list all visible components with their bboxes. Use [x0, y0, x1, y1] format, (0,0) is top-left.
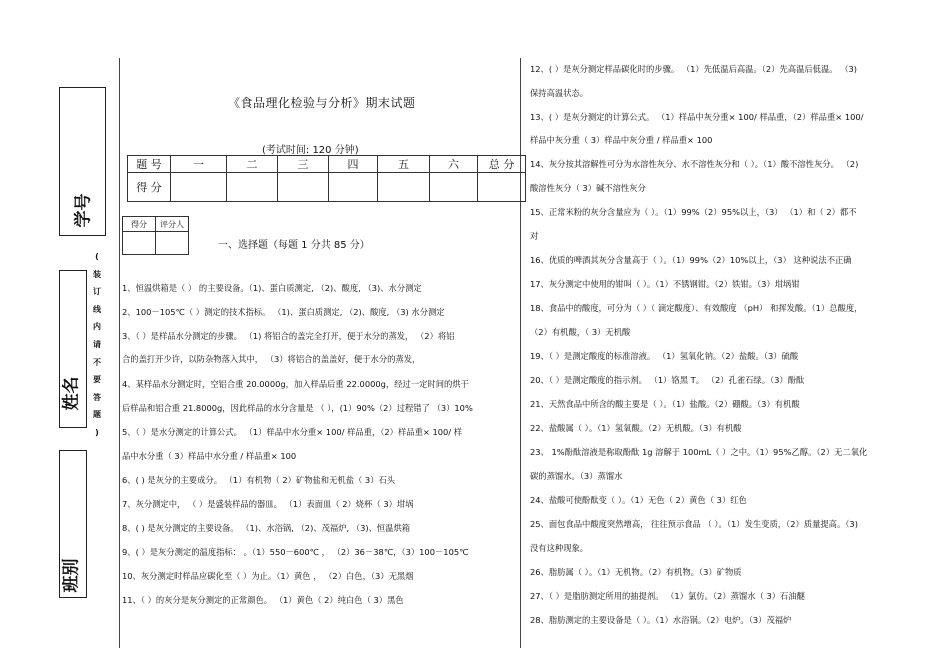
section-heading: 一、选择题（每题 1 分共 85 分） [218, 240, 370, 251]
grader-table [122, 216, 189, 255]
question-line: 14、灰分按其溶解性可分为水溶性灰分、水不溶性灰分和（ ）。（1）酸不溶性灰分。 （2) [530, 159, 859, 169]
score-input-1[interactable] [171, 173, 227, 202]
question-line: 样品中灰分重（ 3）样品中灰分重 / 样品重× 100 [530, 135, 713, 145]
column-divider [520, 58, 521, 648]
score-cell-3: 三 [278, 156, 329, 173]
question-line: 17、灰分测定中使用的钳叫（ ）。（1）不锈钢钳。（2）铁钳。（3）坩埚钳 [530, 279, 800, 289]
question-line: 28、脂肪测定的主要设备是（ ）。（1）水浴锅。（2）电炉。（3）茂福炉 [530, 615, 792, 625]
grader-score-label: 得分 [123, 217, 156, 232]
question-line: 保持高温状态。 [530, 88, 589, 98]
score-table-header-row [128, 156, 526, 173]
question-line: 8、( ) 是灰分测定的主要设备。 （1)、水浴锅, （2)、茂福炉, （3)、恒温烘箱 [122, 523, 411, 533]
question-line: 4、某样品水分测定时，空铝合重 20.0000g，加入样品后重 22.0000g，经过一定时间的烘干 [122, 379, 469, 389]
question-line: 5、（ ）是水分测定的计算公式。 （1）样品中水分重× 100/ 样品重，（2）样品重× 100/ 样 [122, 427, 463, 437]
question-line: 品中水分重（ 3）样品中水分重 / 样品重× 100 [122, 451, 297, 461]
question-line: 2、100－105℃（ ）测定的技术指标。 （1)、蛋白质测定, （2)、酸度, （3) 水分测定 [122, 307, 445, 317]
score-cell-total: 总 分 [478, 156, 526, 173]
question-line: 18、食品中的酸度，可分为（ ）（ 滴定酸度）、有效酸度 （pH） 和挥发酸。（1）总酸度， [530, 303, 863, 313]
exam-title: 《食品理化检验与分析》期末试题 [228, 96, 416, 110]
question-line: 27、（ ）是脂肪测定所用的抽提剂。 （1）氯仿。（2）蒸馏水（ 3）石油醚 [530, 591, 805, 601]
fold-line-notice: ( 装 订 线 内 请 不 要 答 题 ) [93, 252, 101, 437]
question-line: 6、( ) 是灰分的主要成分。 （1）有机物（ 2）矿物盐和无机盐（ 3）石头 [122, 475, 396, 485]
score-cell-4: 四 [329, 156, 378, 173]
binding-divider [119, 58, 120, 648]
student-id-label: 学号 [73, 193, 94, 228]
grader-score-cell[interactable] [123, 232, 156, 255]
question-line: 对 [530, 231, 539, 241]
question-line: 20、（ ）是测定酸度的指示剂。 （1）铬黑 T。 （2）孔雀石绿。（3）酚酞 [530, 375, 805, 385]
name-label: 姓名 [61, 376, 82, 411]
question-line: 23、 1%酚酞溶液是称取酚酞 1g 溶解于 100mL（ ）之中。（1）95%乙醇。（2）无二氧化 [530, 447, 868, 457]
score-input-4[interactable] [329, 173, 378, 202]
score-input-3[interactable] [278, 173, 329, 202]
question-line: 没有这种现象。 [530, 543, 589, 553]
score-cell-2: 二 [227, 156, 278, 173]
score-input-6[interactable] [430, 173, 478, 202]
question-line: （2）有机酸，（ 3）无机酸 [530, 327, 631, 337]
question-line: 酸溶性灰分（ 3）碱不溶性灰分 [530, 183, 646, 193]
student-id-box [59, 87, 106, 236]
question-line: 后样品和铝合重 21.8000g，因此样品的水分含量是 （ ），(1）90%（2）过程错了 （3）10% [122, 403, 473, 413]
score-cell-1: 一 [171, 156, 227, 173]
question-line: 9、( ）是灰分测定的温度指标： 。（1）550－600℃ ， （2）36－38℃，（3）100－105℃ [122, 547, 469, 557]
class-label: 班别 [61, 558, 82, 593]
score-table [127, 155, 526, 202]
score-input-2[interactable] [227, 173, 278, 202]
question-line: 22、盐酸属（ ）。（1）氢氧酸。（2）无机酸。（3）有机酸 [530, 423, 742, 433]
question-line: 1、恒温烘箱是（ ） 的主要设备。（1)、蛋白质测定, （2)、酸度, （3)、水分测定 [122, 283, 422, 293]
score-input-5[interactable] [378, 173, 430, 202]
question-line: 合的盖打开少许，以防杂物落入其中， （3）将铝合的盖盖好，便于水分的蒸发， [122, 354, 421, 364]
score-cell-5: 五 [378, 156, 430, 173]
grader-name-label: 评分人 [156, 217, 189, 232]
question-line: 碳的蒸馏水。（3）蒸馏水 [530, 471, 623, 481]
question-line: 13、( ）是灰分测定的计算公式。 （1）样品中灰分重× 100/ 样品重，（2）样品重× 100/ [530, 112, 864, 122]
question-line: 16、优质的啤酒其灰分含量高于（ ）。（1）99%（2）10%以上，（3） 这种说法不正确 [530, 255, 852, 265]
question-line: 7、灰分测定中， （ ）是盛装样品的器皿。 （1）表面皿（ 2）烧杯（ 3）坩埚 [122, 499, 414, 509]
score-input-total[interactable] [478, 173, 526, 202]
score-cell-label: 题 号 [128, 156, 171, 173]
score-cell-6: 六 [430, 156, 478, 173]
question-line: 3、（ ）是样品水分测定的步骤。 （1) 将铝合的盖完全打开，便于水分的蒸发， （2）将铝 [122, 331, 455, 341]
question-line: 24、盐酸可使酚酞变（ ）。（1）无色（ 2）黄色（ 3）红色 [530, 495, 747, 505]
question-line: 12、( ）是灰分测定样品碳化时的步骤。 （1）先低温后高温。（2）先高温后低温。 （3) [530, 64, 858, 74]
question-line: 10、灰分测定时样品应碳化至（ ）为止。（1）黄色 ， （2）白色，（3）无黑烟 [122, 571, 414, 581]
question-line: 21、天然食品中所含的酸主要是（ ）。（1）盐酸。（2）硼酸。（3）有机酸 [530, 399, 800, 409]
grader-name-cell[interactable] [156, 232, 189, 255]
score-table-value-row [128, 173, 526, 202]
question-line: 15、正常米粉的灰分含量应为（ ）。（1）99%（2）95%以上，（3） （1）和（ 2）都不 [530, 207, 857, 217]
question-line: 26、脂肪属（ ）。（1）无机物。（2）有机物。（3）矿物质 [530, 567, 742, 577]
question-line: 11、（ ）的灰分是灰分测定的正常颜色。 （1）黄色（ 2）纯白色（ 3）黑色 [122, 595, 404, 605]
name-box [59, 270, 87, 428]
question-line: 25、面包食品中酸度突然增高， 往往预示食品 （ ）。（1）发生变质，（2）质量提高。（3) [530, 519, 858, 529]
score-row-label: 得 分 [128, 173, 171, 202]
question-line: 19、（ ）是测定酸度的标准溶液。 （1）氢氧化钠。（2）盐酸。（3）硫酸 [530, 351, 799, 361]
exam-time: (考试时间: 120 分钟) [262, 145, 359, 156]
class-box [59, 450, 87, 598]
